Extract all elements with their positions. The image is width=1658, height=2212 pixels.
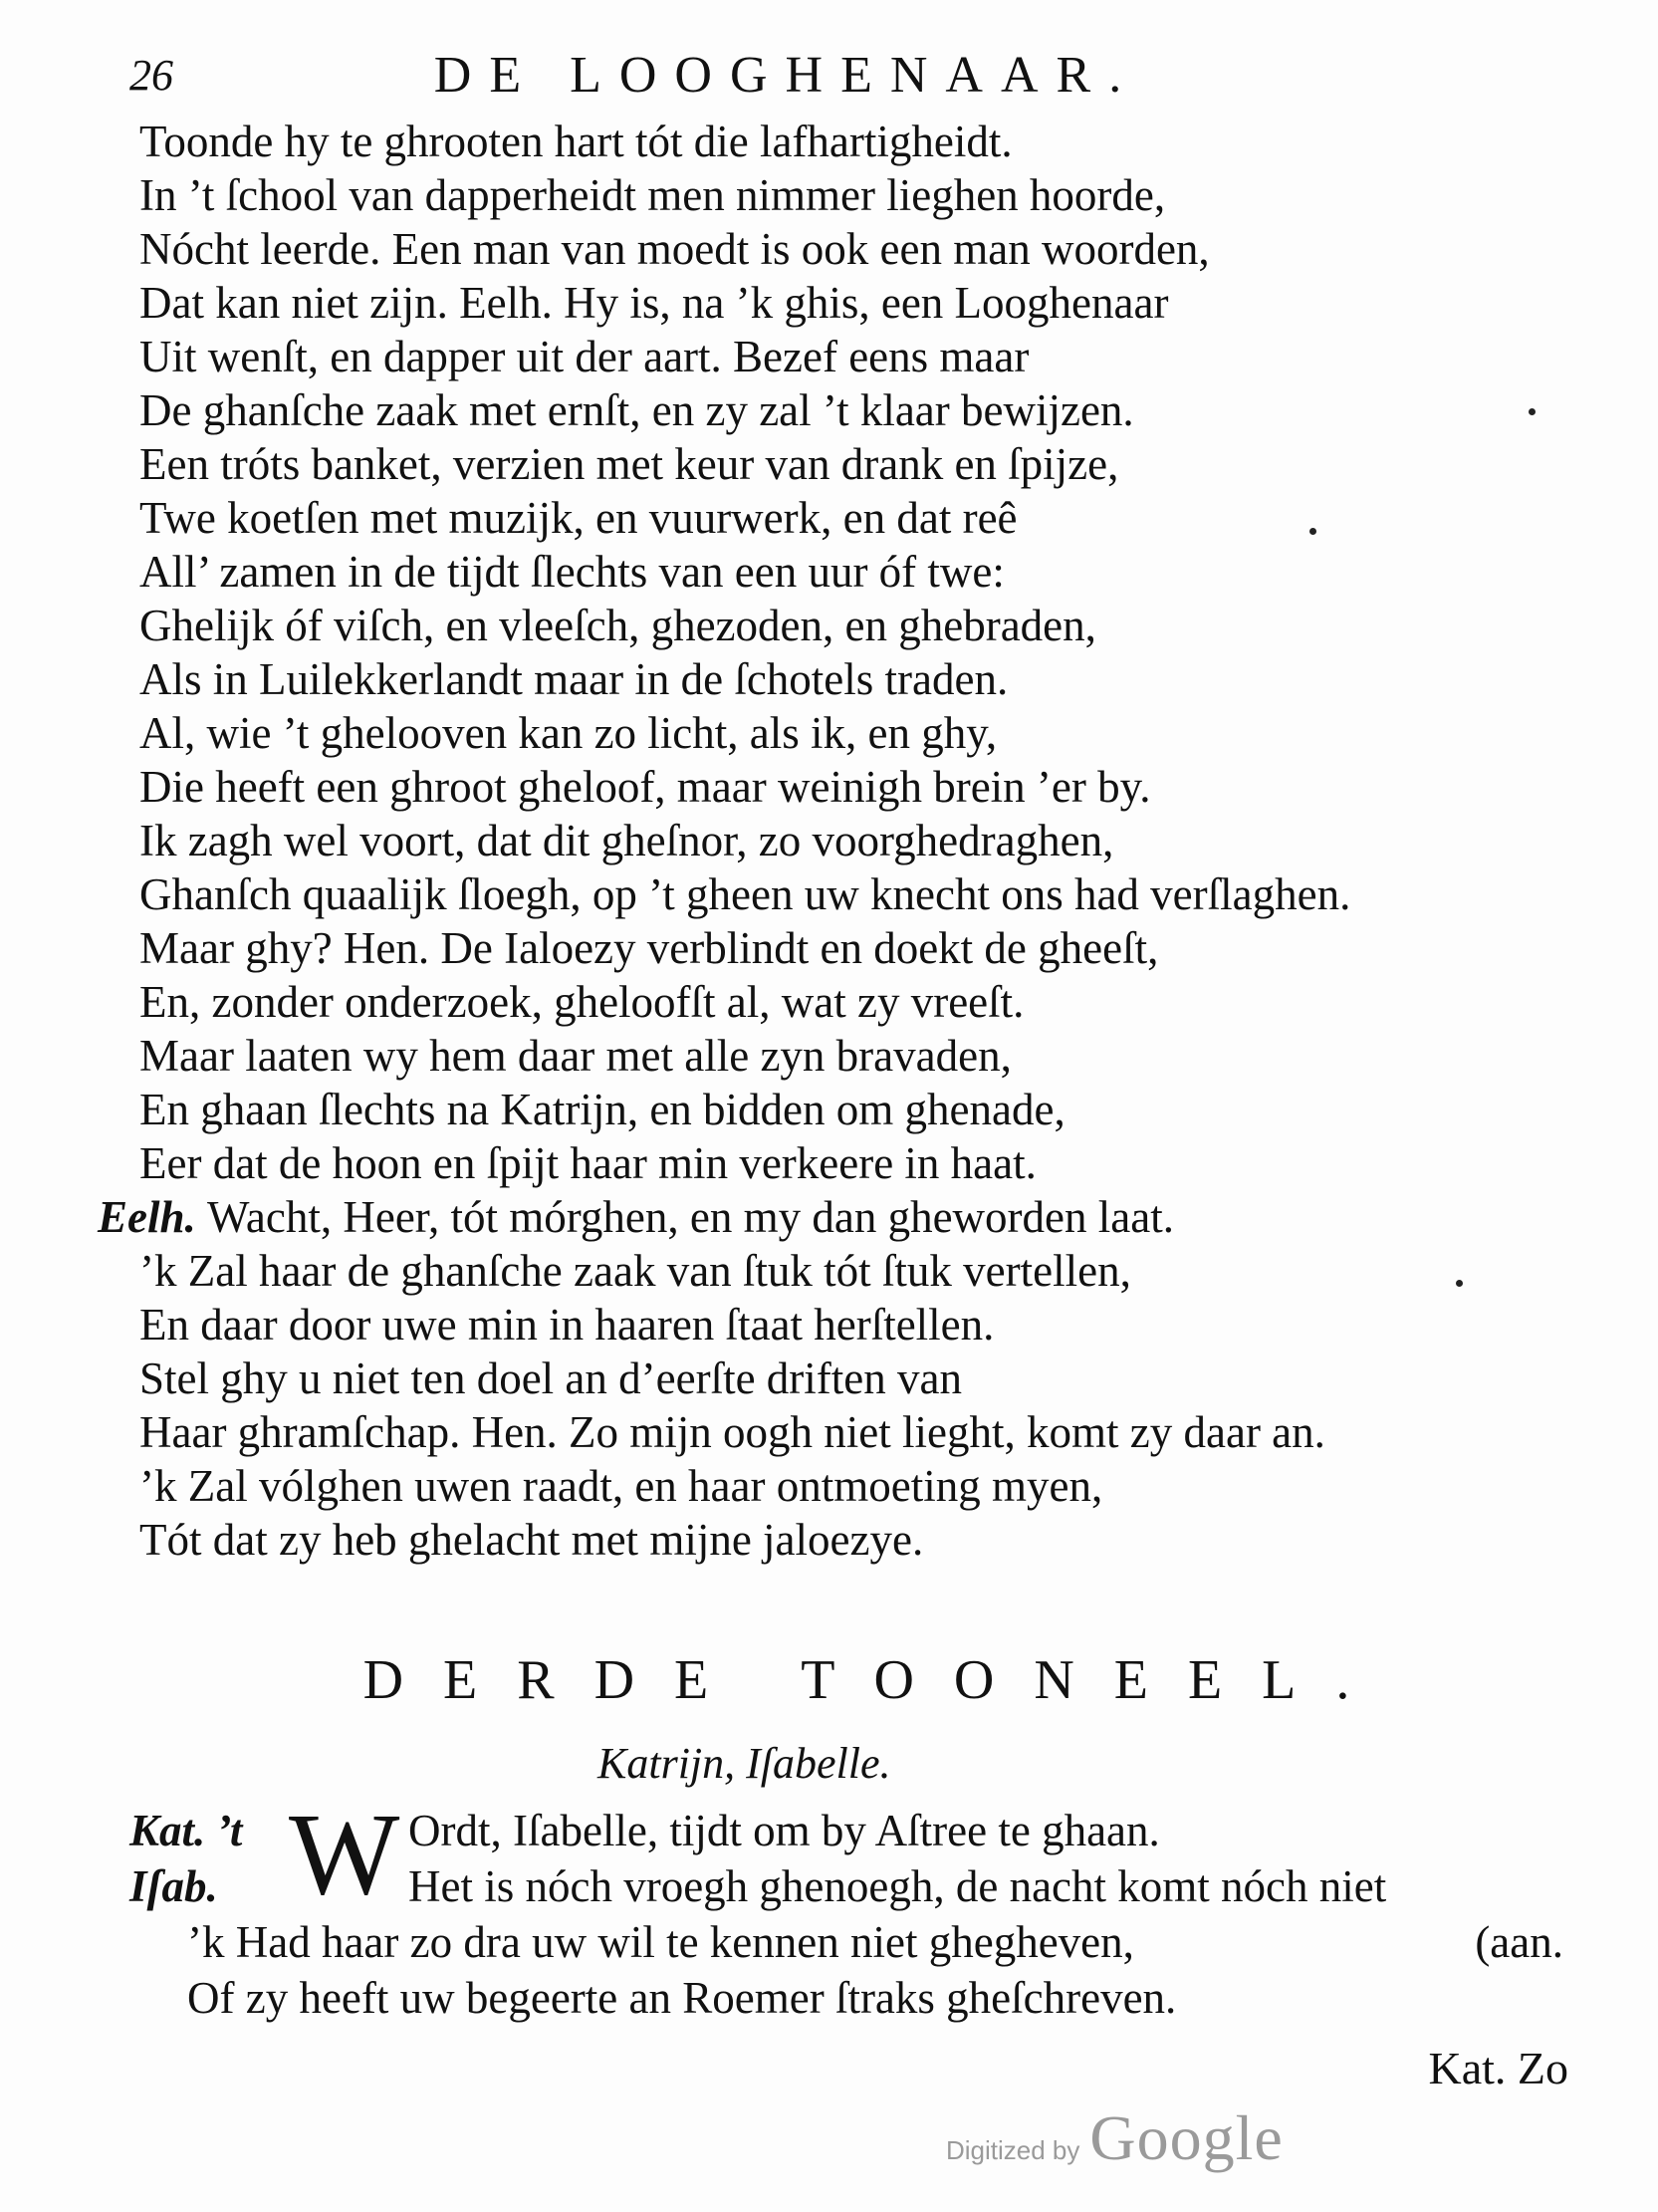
poem-line-text: Dat kan niet zijn. Eelh. Hy is, na ’k ghis, een Looghenaar xyxy=(139,278,1169,328)
poem-line-text: Een tróts banket, verzien met keur van drank en ſpijze, xyxy=(139,439,1119,489)
poem-line xyxy=(139,652,1573,706)
scene-cast: Katrijn, Iſabelle. xyxy=(597,1739,891,1788)
poem-line xyxy=(139,814,1573,867)
poem-line xyxy=(139,975,1573,1029)
watermark-brand: Google xyxy=(1089,2102,1284,2173)
line-continuation: (aan. xyxy=(1475,1917,1563,1967)
scene-line xyxy=(139,1970,1573,2026)
poem-line xyxy=(139,1029,1573,1083)
watermark-prefix: Digitized by xyxy=(946,2135,1080,2165)
poem-line xyxy=(139,1298,1573,1352)
poem-line xyxy=(139,383,1573,437)
poem-line-text: Ghanſch quaalijk ſloegh, op ’t gheen uw knecht ons had verſlaghen. xyxy=(139,869,1351,919)
poem-line xyxy=(139,760,1573,814)
poem-line xyxy=(139,1244,1573,1298)
poem-line-text: En ghaan ſlechts na Katrijn, en bidden om ghenade, xyxy=(139,1085,1066,1134)
poem-line-text: Eer dat de hoon en ſpijt haar min verkeere in haat. xyxy=(139,1138,1037,1188)
poem-line-text: Maar ghy? Hen. De Ialoezy verblindt en doekt de gheeſt, xyxy=(139,923,1159,973)
drop-cap: W xyxy=(289,1789,400,1919)
poem-line-text: Haar ghramſchap. Hen. Zo mijn oogh niet lieght, komt zy daar an. xyxy=(139,1407,1325,1457)
scene-line-text: Het is nóch vroegh ghenoegh, de nacht komt nóch niet xyxy=(408,1861,1387,1911)
poem-line-text: En daar door uwe min in haaren ſtaat herſtellen. xyxy=(139,1300,995,1350)
poem-line-text: In ’t ſchool van dapperheidt men nimmer lieghen hoorde, xyxy=(139,170,1166,220)
poem-line-text: En, zonder onderzoek, gheloofſt al, wat zy vreeſt. xyxy=(139,977,1025,1027)
ink-speck xyxy=(1529,408,1536,415)
poem-line-text: Ghelijk óf viſch, en vleeſch, ghezoden, en ghebraden, xyxy=(139,601,1096,650)
scene-line xyxy=(129,1858,1573,1914)
poem-line-text: Al, wie ’t ghelooven kan zo licht, als ik, en ghy, xyxy=(139,708,998,758)
poem-line xyxy=(139,1405,1573,1459)
page-number: 26 xyxy=(129,50,173,100)
poem-line xyxy=(98,1190,1573,1244)
scene-text-block xyxy=(129,1789,1573,2026)
poem-line-text: ’k Zal haar de ghanſche zaak van ſtuk tót ſtuk vertellen, xyxy=(139,1246,1131,1296)
scene-line-text: Ordt, Iſabelle, tijdt om by Aſtree te ghaan. xyxy=(408,1806,1160,1855)
poem-line xyxy=(139,1136,1573,1190)
poem-text-block xyxy=(98,115,1573,1567)
poem-line-text: Uit wenſt, en dapper uit der aart. Bezef eens maar xyxy=(139,332,1030,381)
poem-line-text: De ghanſche zaak met ernſt, en zy zal ’t klaar bewijzen. xyxy=(139,385,1134,435)
speaker-label: Eelh. xyxy=(98,1192,208,1242)
poem-line-text: All’ zamen in de tijdt ſlechts van een uur óf twe: xyxy=(139,547,1005,597)
poem-line xyxy=(139,1513,1573,1567)
scene-line-text: Of zy heeft uw begeerte an Roemer ſtraks gheſchreven. xyxy=(187,1973,1177,2023)
scene-line xyxy=(139,1914,1573,1970)
poem-line-text: ’k Zal vólghen uwen raadt, en haar ontmoeting myen, xyxy=(139,1461,1103,1511)
scene-line-text: ’k Had haar zo dra uw wil te kennen niet ghegheven, xyxy=(187,1917,1134,1967)
poem-line-text: Nócht leerde. Een man van moedt is ook een man woorden, xyxy=(139,224,1210,274)
poem-line-text: Wacht, Heer, tót mórghen, en my dan gheworden laat. xyxy=(207,1192,1174,1242)
poem-line-text: Als in Luilekkerlandt maar in de ſchotels traden. xyxy=(139,654,1009,704)
scene-heading: DERDE TOONEEL. xyxy=(362,1649,1390,1711)
poem-line xyxy=(139,330,1573,383)
running-title: DE LOOGHENAAR. xyxy=(433,46,1140,104)
ink-speck xyxy=(1309,528,1316,535)
speaker-label: Iſab. xyxy=(129,1861,218,1911)
poem-line xyxy=(139,1083,1573,1136)
ink-speck xyxy=(1456,1280,1463,1287)
poem-line xyxy=(139,491,1573,545)
poem-line-text: Maar laaten wy hem daar met alle zyn bravaden, xyxy=(139,1031,1012,1081)
speaker-label: Kat. ’t xyxy=(129,1806,243,1855)
poem-line xyxy=(139,867,1573,921)
poem-line xyxy=(139,222,1573,276)
poem-line-text: Die heeft een ghroot gheloof, maar weinigh brein ’er by. xyxy=(139,762,1151,812)
catchword: Kat. Zo xyxy=(1428,2043,1568,2093)
poem-line xyxy=(139,115,1573,168)
poem-line xyxy=(139,1459,1573,1513)
poem-line xyxy=(139,599,1573,652)
poem-line-text: Ik zagh wel voort, dat dit gheſnor, zo voorghedraghen, xyxy=(139,816,1114,865)
poem-line xyxy=(139,276,1573,330)
poem-line xyxy=(139,706,1573,760)
poem-line xyxy=(139,921,1573,975)
poem-line-text: Tót dat zy heb ghelacht met mijne jaloezye. xyxy=(139,1515,924,1565)
digitization-watermark xyxy=(946,2101,1284,2175)
page-header xyxy=(129,30,1543,120)
poem-line-text: Toonde hy te ghrooten hart tót die lafhartigheidt. xyxy=(139,117,1013,166)
poem-line xyxy=(139,437,1573,491)
poem-line-text: Twe koetſen met muzijk, en vuurwerk, en dat reê xyxy=(139,493,1018,543)
poem-line-text: Stel ghy u niet ten doel an d’eerſte driften van xyxy=(139,1353,962,1403)
poem-line xyxy=(139,545,1573,599)
poem-line xyxy=(139,1352,1573,1405)
poem-line xyxy=(139,168,1573,222)
